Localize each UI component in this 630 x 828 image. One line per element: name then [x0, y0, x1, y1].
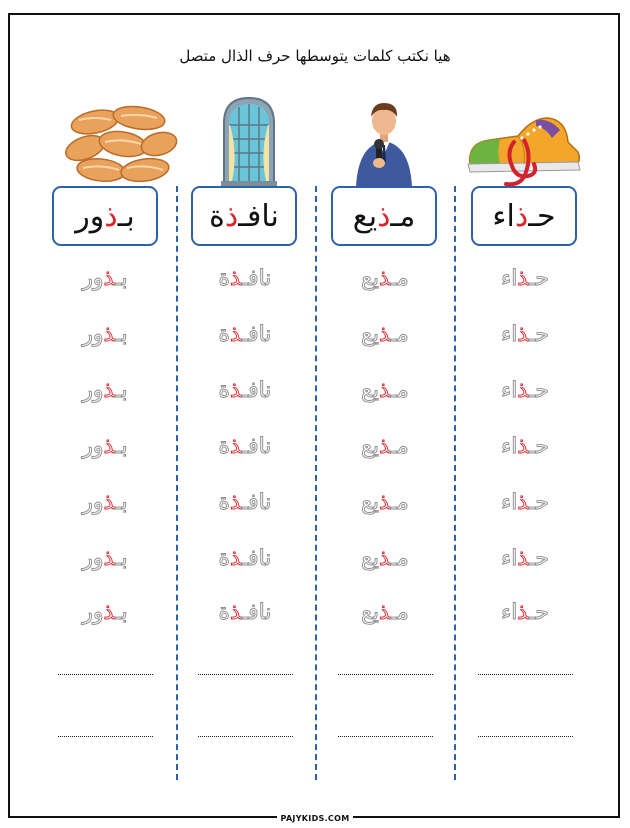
column-divider [315, 186, 317, 780]
trace-word-seeds: بـذور [82, 546, 128, 571]
trace-word-seeds: بـذور [82, 378, 128, 403]
trace-word-shoe: حـذاء [500, 546, 550, 571]
trace-word-window: نافـذة [218, 322, 272, 347]
trace-word-broadcaster: مـذيع [361, 378, 409, 403]
trace-word-broadcaster: مـذيع [361, 490, 409, 515]
trace-word-broadcaster: مـذيع [361, 600, 409, 625]
trace-word-seeds: بـذور [82, 322, 128, 347]
trace-word-seeds: بـذور [82, 434, 128, 459]
trace-word-shoe: حـذاء [500, 322, 550, 347]
column-divider [454, 186, 456, 780]
trace-word-broadcaster: مـذيع [361, 266, 409, 291]
trace-word-shoe: حـذاء [500, 266, 550, 291]
word-box-shoe: حـ ذ اء [471, 186, 577, 246]
writing-line[interactable] [198, 736, 293, 737]
word-box-broadcaster: مـ ذ يع [331, 186, 437, 246]
writing-line[interactable] [58, 674, 153, 675]
trace-word-broadcaster: مـذيع [361, 434, 409, 459]
shoe-image [466, 112, 584, 192]
trace-word-seeds: بـذور [82, 266, 128, 291]
writing-line[interactable] [58, 736, 153, 737]
trace-word-shoe: حـذاء [500, 378, 550, 403]
broadcaster-image [352, 95, 416, 187]
trace-word-broadcaster: مـذيع [361, 546, 409, 571]
trace-word-window: نافـذة [218, 490, 272, 515]
word-box-seeds: بـ ذ ور [52, 186, 158, 246]
column-divider [176, 186, 178, 780]
trace-word-window: نافـذة [218, 434, 272, 459]
word-box-window: نافـ ذ ة [191, 186, 297, 246]
trace-word-shoe: حـذاء [500, 434, 550, 459]
trace-word-shoe: حـذاء [500, 490, 550, 515]
seeds-image [65, 100, 180, 188]
writing-line[interactable] [478, 736, 573, 737]
trace-word-window: نافـذة [218, 266, 272, 291]
writing-line[interactable] [338, 736, 433, 737]
trace-word-broadcaster: مـذيع [361, 322, 409, 347]
writing-line[interactable] [198, 674, 293, 675]
footer-brand: PAJYKIDS.COM [277, 814, 354, 823]
worksheet-title: هيا نكتب كلمات يتوسطها حرف الذال متصل [179, 47, 451, 65]
writing-line[interactable] [338, 674, 433, 675]
trace-word-window: نافـذة [218, 546, 272, 571]
trace-word-seeds: بـذور [82, 490, 128, 515]
trace-word-window: نافـذة [218, 600, 272, 625]
trace-word-seeds: بـذور [82, 600, 128, 625]
footer [0, 811, 630, 825]
trace-word-shoe: حـذاء [500, 600, 550, 625]
writing-line[interactable] [478, 674, 573, 675]
trace-word-window: نافـذة [218, 378, 272, 403]
window-image [220, 95, 278, 187]
